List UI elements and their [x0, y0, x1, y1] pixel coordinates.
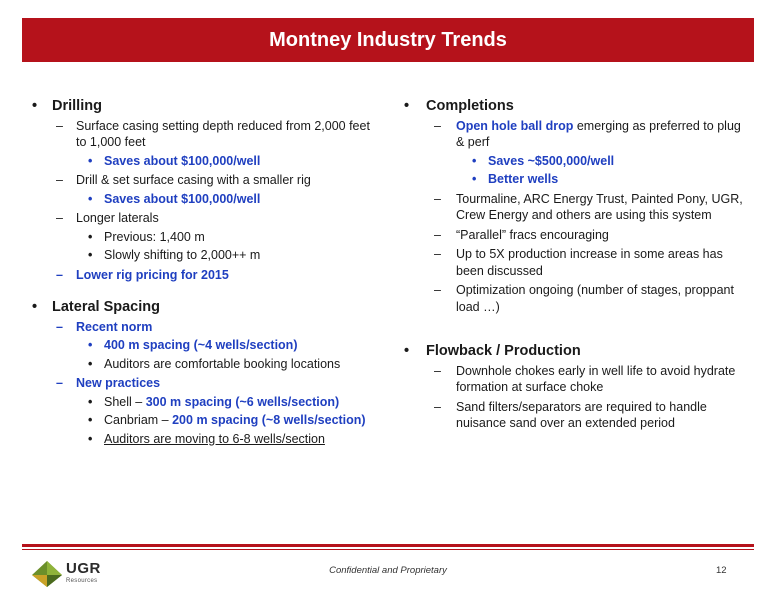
drilling-item-surface-casing: – Surface casing setting depth reduced from 2,000 feet to 1,000 feet	[28, 118, 373, 151]
footer-divider-thick	[22, 544, 754, 547]
recent-norm-auditors: • Auditors are comfortable booking locations	[28, 356, 373, 373]
logo-subtitle: Resources	[66, 578, 98, 584]
completions-item-operators: – Tourmaline, ARC Energy Trust, Painted Pony, UGR, Crew Energy and others are using this system	[400, 191, 750, 224]
left-column	[28, 96, 373, 447]
section-flowback-title: • Flowback / Production	[400, 343, 750, 360]
section-completions-title: • Completions	[400, 98, 750, 115]
completions-item-ball-drop	[400, 118, 750, 151]
page-number: 12	[716, 565, 727, 576]
drilling-item-surface-casing-savings: • Saves about $100,000/well	[28, 153, 373, 170]
section-drilling-title: • Drilling	[28, 98, 373, 115]
drilling-item-rig-pricing: – Lower rig pricing for 2015	[28, 267, 373, 284]
auditors-moving: Auditors are moving to 6-8 wells/section	[104, 431, 325, 446]
drilling-item-smaller-rig: – Drill & set surface casing with a smaller rig	[28, 172, 373, 189]
ball-drop-rest: emerging as preferred to plug & perf	[456, 118, 741, 149]
confidential-notice: Confidential and Proprietary	[329, 565, 447, 576]
lateral-new-practices: – New practices	[28, 375, 373, 392]
footer-divider-thin	[22, 549, 754, 550]
flowback-item-sand-filters: – Sand filters/separators are required to handle nuisance sand over an extended period	[400, 399, 750, 432]
lateral-recent-norm: – Recent norm	[28, 319, 373, 336]
drilling-item-smaller-rig-savings: • Saves about $100,000/well	[28, 191, 373, 208]
flowback-item-chokes: – Downhole chokes early in well life to avoid hydrate formation at surface choke	[400, 363, 750, 396]
completions-item-optimization: – Optimization ongoing (number of stages, proppant load …)	[400, 282, 750, 315]
recent-norm-spacing: • 400 m spacing (~4 wells/section)	[28, 337, 373, 354]
canbriam-spacing: 200 m spacing (~8 wells/section)	[172, 413, 366, 427]
new-practice-canbriam	[28, 412, 373, 429]
laterals-shifting: • Slowly shifting to 2,000++ m	[28, 247, 373, 264]
shell-spacing: 300 m spacing (~6 wells/section)	[145, 394, 340, 409]
drilling-item-longer-laterals: – Longer laterals	[28, 210, 373, 227]
new-practice-shell	[28, 394, 373, 411]
spacer	[28, 283, 373, 297]
shell-name: Shell –	[104, 394, 143, 409]
completions-item-production-increase: – Up to 5X production increase in some areas has been discussed	[400, 246, 750, 279]
canbriam-name: Canbriam –	[104, 413, 169, 427]
completions-item-parallel-fracs: – “Parallel” fracs encouraging	[400, 227, 750, 244]
spacer	[400, 315, 750, 341]
title-bar	[22, 18, 754, 62]
logo-wordmark: UGR	[66, 560, 101, 577]
ball-drop-better-wells: • Better wells	[400, 171, 750, 188]
ball-drop-savings: • Saves ~$500,000/well	[400, 153, 750, 170]
ball-drop-highlight: Open hole ball drop	[456, 118, 574, 133]
new-practice-auditors	[28, 431, 373, 448]
right-column	[400, 96, 750, 432]
page-title: Montney Industry Trends	[269, 28, 507, 51]
laterals-previous: • Previous: 1,400 m	[28, 229, 373, 246]
section-lateral-spacing-title: • Lateral Spacing	[28, 299, 373, 316]
